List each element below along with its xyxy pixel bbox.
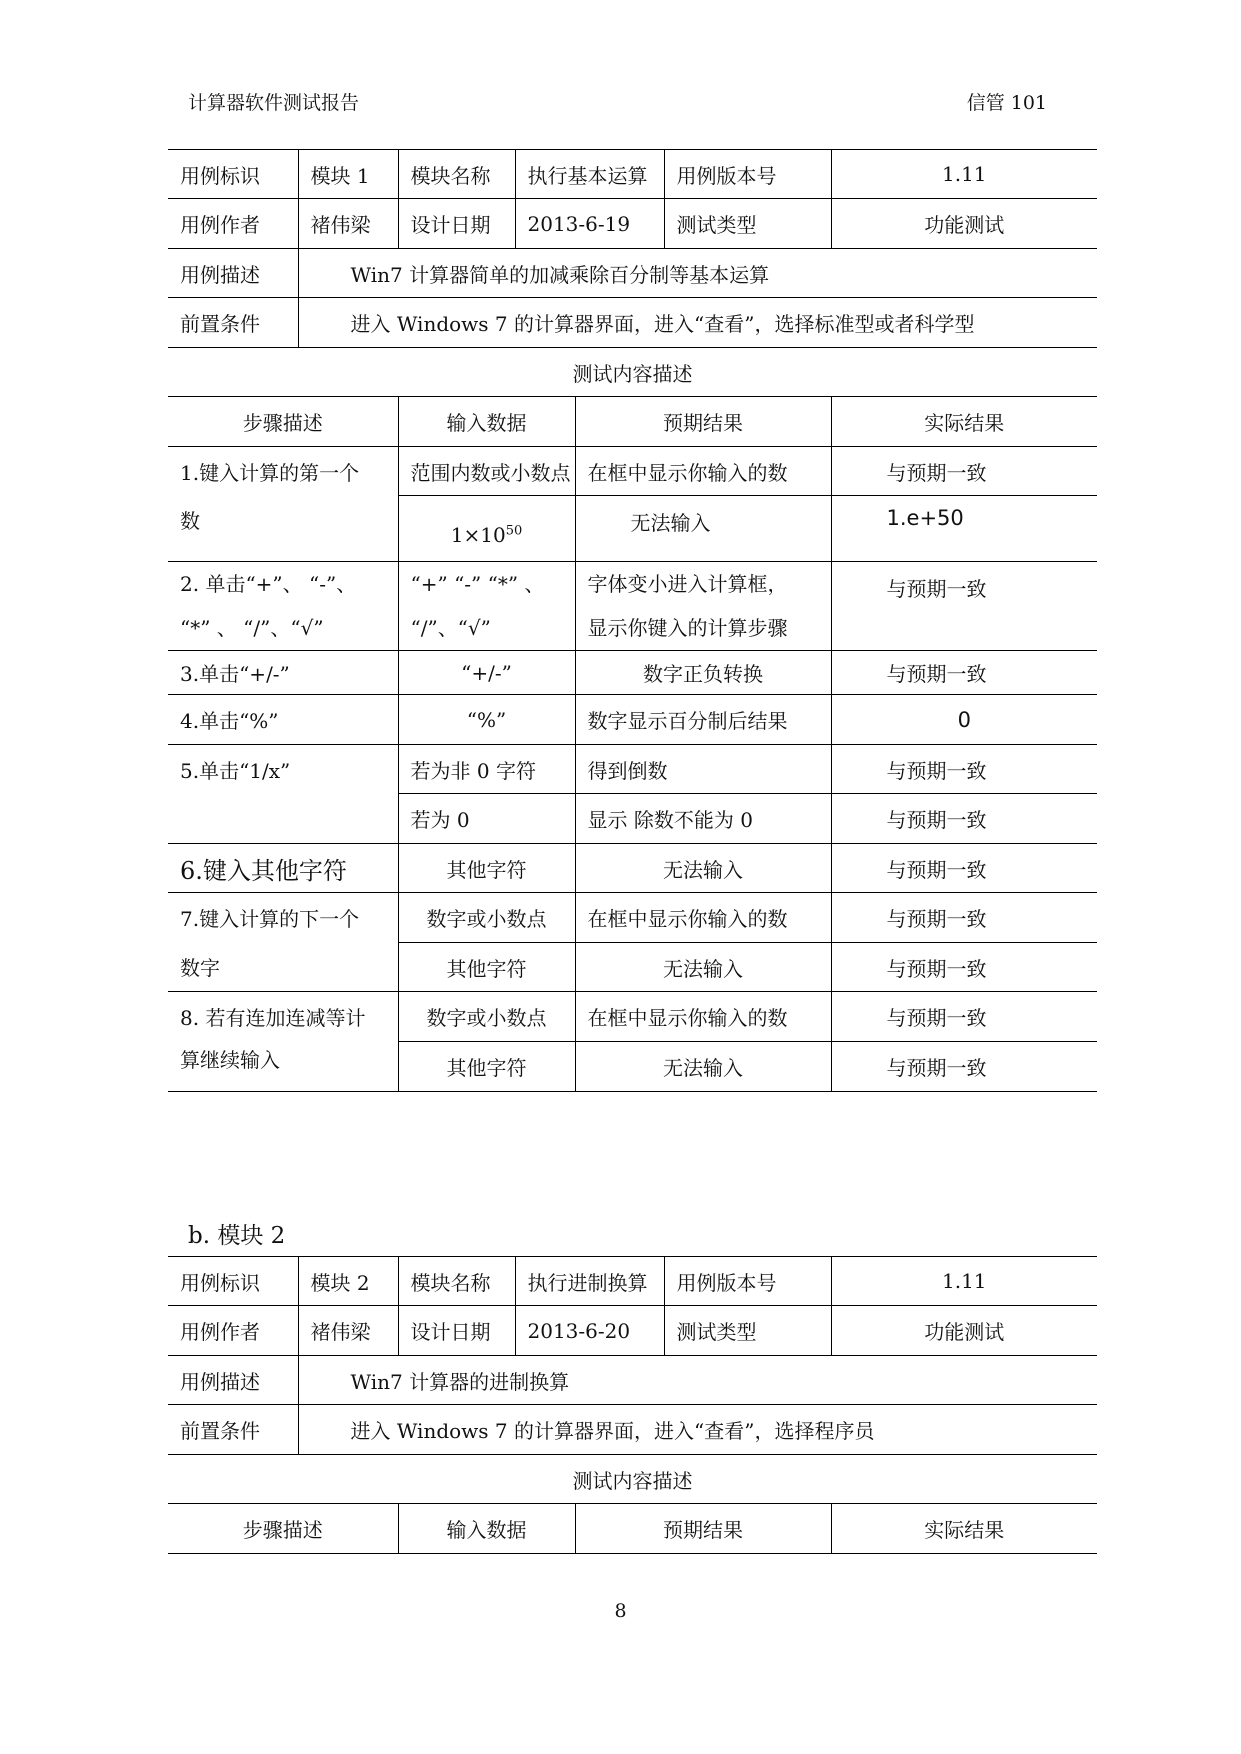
col-step-header: 步骤描述	[168, 397, 398, 447]
description-value: Win7 计算器简单的加减乘除百分制等基本运算	[298, 249, 1097, 298]
step-7b-input: 其他字符	[398, 943, 575, 992]
step-7b-expected: 无法输入	[575, 943, 831, 992]
author-label: 用例作者	[168, 1306, 298, 1356]
author-label: 用例作者	[168, 199, 298, 249]
step-1a-actual: 与预期一致	[831, 447, 1097, 496]
description-label: 用例描述	[168, 249, 298, 298]
test-type-label: 测试类型	[664, 1306, 831, 1356]
step-8-line-2: 算继续输入	[168, 1042, 398, 1092]
step-8b-expected: 无法输入	[575, 1042, 831, 1092]
case-id-value: 模块 1	[298, 150, 398, 199]
module-name-label: 模块名称	[398, 1257, 515, 1306]
step-8a-expected: 在框中显示你输入的数	[575, 992, 831, 1042]
info-row-id	[168, 150, 1097, 199]
info-row-description	[168, 1356, 1097, 1405]
test-case-table-module-1	[168, 149, 1097, 1092]
col-expected-header: 预期结果	[575, 1504, 831, 1554]
step-7-line-2: 数字	[168, 943, 398, 992]
step-6-description: 6.键入其他字符	[168, 844, 398, 893]
test-case-table-module-2	[168, 1256, 1097, 1554]
table-row	[168, 992, 1097, 1042]
col-step-header: 步骤描述	[168, 1504, 398, 1554]
step-3-description: 3.单击“+/-”	[168, 651, 398, 695]
table-row	[168, 695, 1097, 745]
step-8a-input: 数字或小数点	[398, 992, 575, 1042]
case-id-label: 用例标识	[168, 150, 298, 199]
step-6-input: 其他字符	[398, 844, 575, 893]
step-5a-input: 若为非 0 字符	[398, 745, 575, 794]
step-3-actual: 与预期一致	[831, 651, 1097, 695]
step-7a-actual: 与预期一致	[831, 893, 1097, 943]
step-8a-actual: 与预期一致	[831, 992, 1097, 1042]
step-5b-actual: 与预期一致	[831, 794, 1097, 844]
case-id-value: 模块 2	[298, 1257, 398, 1306]
col-input-header: 输入数据	[398, 1504, 575, 1554]
precondition-value: 进入 Windows 7 的计算器界面，进入“查看”，选择程序员	[298, 1405, 1097, 1455]
step-1b-input-exponent: 50	[505, 523, 523, 539]
step-7a-expected: 在框中显示你输入的数	[575, 893, 831, 943]
table-row	[168, 893, 1097, 943]
info-row-author	[168, 199, 1097, 249]
info-row-precondition	[168, 298, 1097, 348]
module-name-value: 执行基本运算	[515, 150, 664, 199]
version-value: 1.11	[831, 150, 1097, 199]
table-row	[168, 496, 1097, 562]
step-1b-input	[398, 496, 575, 562]
step-2-line-1: 2. 单击“+”、 “-”、	[180, 572, 357, 596]
step-2-expected-line-1: 字体变小进入计算框，	[587, 572, 788, 596]
step-4-input: “%”	[398, 695, 575, 745]
step-8b-input: 其他字符	[398, 1042, 575, 1092]
design-date-value: 2013-6-19	[515, 199, 664, 249]
running-header-class: 信管 101	[966, 92, 1047, 114]
precondition-label: 前置条件	[168, 1405, 298, 1455]
step-8b-actual: 与预期一致	[831, 1042, 1097, 1092]
step-4-actual: 0	[831, 695, 1097, 745]
step-5-description: 5.单击“1/x”	[180, 758, 291, 783]
step-1a-input: 范围内数或小数点	[398, 447, 575, 496]
version-label: 用例版本号	[664, 150, 831, 199]
table-row	[168, 844, 1097, 893]
step-2-expected-line-2: 显示你键入的计算步骤	[587, 616, 788, 640]
table-row	[168, 562, 1097, 651]
version-value: 1.11	[831, 1257, 1097, 1306]
content-title: 测试内容描述	[168, 348, 1097, 397]
step-5a-actual: 与预期一致	[831, 745, 1097, 794]
author-value: 褚伟梁	[298, 199, 398, 249]
running-header-title: 计算器软件测试报告	[188, 92, 360, 114]
module-name-label: 模块名称	[398, 150, 515, 199]
table-row	[168, 1042, 1097, 1092]
info-row-description	[168, 249, 1097, 298]
column-header-row	[168, 1504, 1097, 1554]
info-row-author	[168, 1306, 1097, 1356]
step-5a-expected: 得到倒数	[575, 745, 831, 794]
step-6-actual: 与预期一致	[831, 844, 1097, 893]
table-row	[168, 943, 1097, 992]
column-header-row	[168, 397, 1097, 447]
module-name-value: 执行进制换算	[515, 1257, 664, 1306]
step-7b-actual: 与预期一致	[831, 943, 1097, 992]
description-value: Win7 计算器的进制换算	[298, 1356, 1097, 1405]
section-heading-module-2: b. 模块 2	[188, 1223, 286, 1249]
step-3-input: “+/-”	[398, 651, 575, 695]
step-7-line-1: 7.键入计算的下一个	[180, 907, 360, 932]
content-title: 测试内容描述	[168, 1455, 1097, 1504]
test-type-value: 功能测试	[831, 1306, 1097, 1356]
design-date-label: 设计日期	[398, 199, 515, 249]
version-label: 用例版本号	[664, 1257, 831, 1306]
table-row	[168, 651, 1097, 695]
step-2-actual: 与预期一致	[831, 562, 1097, 651]
step-2-input-line-1: “+” “-” “*” 、	[410, 572, 545, 596]
step-1b-input-base: 1×10	[450, 523, 506, 547]
col-expected-header: 预期结果	[575, 397, 831, 447]
test-type-value: 功能测试	[831, 199, 1097, 249]
col-actual-header: 实际结果	[831, 1504, 1097, 1554]
step-5b-expected: 显示 除数不能为 0	[575, 794, 831, 844]
page-number: 8	[614, 1600, 627, 1622]
table-row	[168, 745, 1097, 794]
step-1-line-2: 数	[168, 496, 398, 562]
step-4-description: 4.单击“%”	[168, 695, 398, 745]
precondition-label: 前置条件	[168, 298, 298, 348]
step-6-expected: 无法输入	[575, 844, 831, 893]
step-3-expected: 数字正负转换	[575, 651, 831, 695]
step-2-expected	[575, 562, 831, 651]
design-date-label: 设计日期	[398, 1306, 515, 1356]
step-1b-actual: 1.e+50	[831, 496, 1097, 562]
step-1b-expected: 无法输入	[575, 496, 831, 562]
step-1-line-1: 1.键入计算的第一个	[180, 460, 360, 485]
info-row-id	[168, 1257, 1097, 1306]
info-row-precondition	[168, 1405, 1097, 1455]
col-actual-header: 实际结果	[831, 397, 1097, 447]
step-7a-input: 数字或小数点	[398, 893, 575, 943]
design-date-value: 2013-6-20	[515, 1306, 664, 1356]
step-2-input	[398, 562, 575, 651]
description-label: 用例描述	[168, 1356, 298, 1405]
col-input-header: 输入数据	[398, 397, 575, 447]
table-row	[168, 794, 1097, 844]
step-2-line-2: “*” 、 “/”、“√”	[180, 616, 324, 640]
step-1a-expected: 在框中显示你输入的数	[575, 447, 831, 496]
table-row	[168, 447, 1097, 496]
step-5b-input: 若为 0	[398, 794, 575, 844]
author-value: 褚伟梁	[298, 1306, 398, 1356]
case-id-label: 用例标识	[168, 1257, 298, 1306]
precondition-value: 进入 Windows 7 的计算器界面，进入“查看”，选择标准型或者科学型	[298, 298, 1097, 348]
step-2-description	[168, 562, 398, 651]
step-4-expected: 数字显示百分制后结果	[575, 695, 831, 745]
step-8-line-1: 8. 若有连加连减等计	[180, 1006, 366, 1031]
step-2-input-line-2: “/”、“√”	[410, 616, 491, 640]
test-type-label: 测试类型	[664, 199, 831, 249]
